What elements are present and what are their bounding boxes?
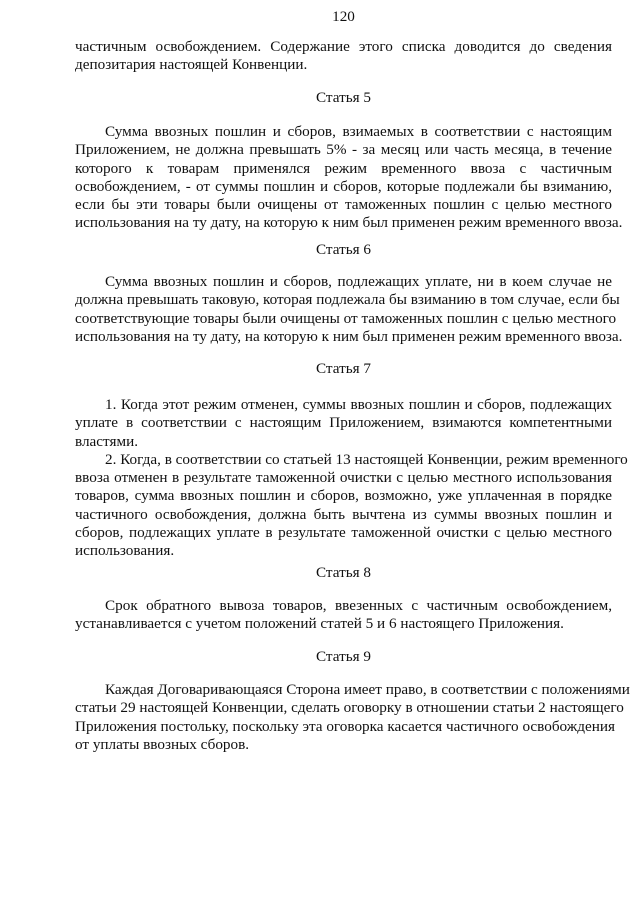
text-line: Сумма ввозных пошлин и сборов, подлежащих уплате, ни в коем случае не: [105, 273, 612, 290]
text-line: устанавливается с учетом положений статей 5 и 6 настоящего Приложения.: [75, 615, 564, 633]
page-number: 120: [332, 8, 355, 25]
text-line: использования на ту дату, на которую к ним был применен режим временного ввоза.: [75, 214, 623, 232]
text-line: Каждая Договаривающаяся Сторона имеет право, в соответствии с положениями: [105, 681, 630, 698]
article-9-heading: Статья 9: [315, 648, 372, 665]
article-6-heading: Статья 6: [315, 241, 372, 258]
text-line: властями.: [75, 432, 138, 450]
text-line: Срок обратного вывоза товаров, ввезенных с частичным освобождением,: [105, 597, 612, 614]
article-7-heading: Статья 7: [315, 360, 372, 377]
text-line: использования.: [75, 542, 175, 560]
text-line: Сумма ввозных пошлин и сборов, взимаемых в соответствии с настоящим: [105, 123, 612, 140]
text-line: 1. Когда этот режим отменен, суммы ввозных пошлин и сборов, подлежащих: [105, 396, 612, 413]
text-line: сборов, подлежащих уплате в результате таможенной очистки с целью местного: [75, 524, 612, 542]
text-line: которого к товарам применялся режим временного ввоза с частичным: [75, 159, 612, 177]
text-line: статьи 29 настоящей Конвенции, сделать оговорку в отношении статьи 2 настоящего: [75, 699, 624, 717]
text-line: Приложением, не должна превышать 5% - за месяц или часть месяца, в течение: [75, 141, 612, 159]
text-line: ввоза отменен в результате таможенной очистки с целью местного использования: [75, 469, 612, 487]
article-8-paragraph: [75, 597, 612, 634]
text-line: Приложения постольку, поскольку эта оговорка касается частичного освобождения: [75, 717, 615, 735]
text-line: частичным освобождением. Содержание этого списка доводится до сведения: [75, 38, 612, 55]
article-7-paragraphs: [75, 396, 628, 561]
text-line: частичного освобождения, должна быть вычтена из суммы ввозных пошлин и: [75, 505, 612, 523]
text-line: соответствующие товары были очищены от таможенных пошлин с целью местного: [75, 309, 617, 327]
article-5-heading: Статья 5: [315, 89, 372, 106]
text-line: депозитария настоящей Конвенции.: [75, 56, 308, 74]
text-line: от уплаты ввозных сборов.: [75, 735, 250, 753]
article-8-heading: Статья 8: [315, 564, 372, 581]
intro-paragraph: [75, 38, 612, 75]
text-line: если бы эти товары были очищены от таможенных пошлин с целью местного: [75, 196, 612, 214]
text-line: уплате в соответствии с настоящим Приложением, взимаются компетентными: [75, 414, 612, 432]
text-line: товаров, сумма ввозных пошлин и сборов, возможно, уже уплаченная в порядке: [75, 487, 612, 505]
article-6-paragraph: [75, 273, 623, 346]
text-line: освобождением, - от суммы пошлин и сборов, которые подлежали бы взиманию,: [75, 177, 612, 195]
article-5-paragraph: [75, 123, 623, 233]
text-line: использования на ту дату, на которую к ним был применен режим временного ввоза.: [75, 327, 623, 345]
article-9-paragraph: [75, 681, 630, 754]
text-line: должна превышать таковую, которая подлежала бы взиманию в том случае, если бы: [75, 291, 620, 309]
text-line: 2. Когда, в соответствии со статьей 13 настоящей Конвенции, режим временного: [105, 450, 628, 468]
